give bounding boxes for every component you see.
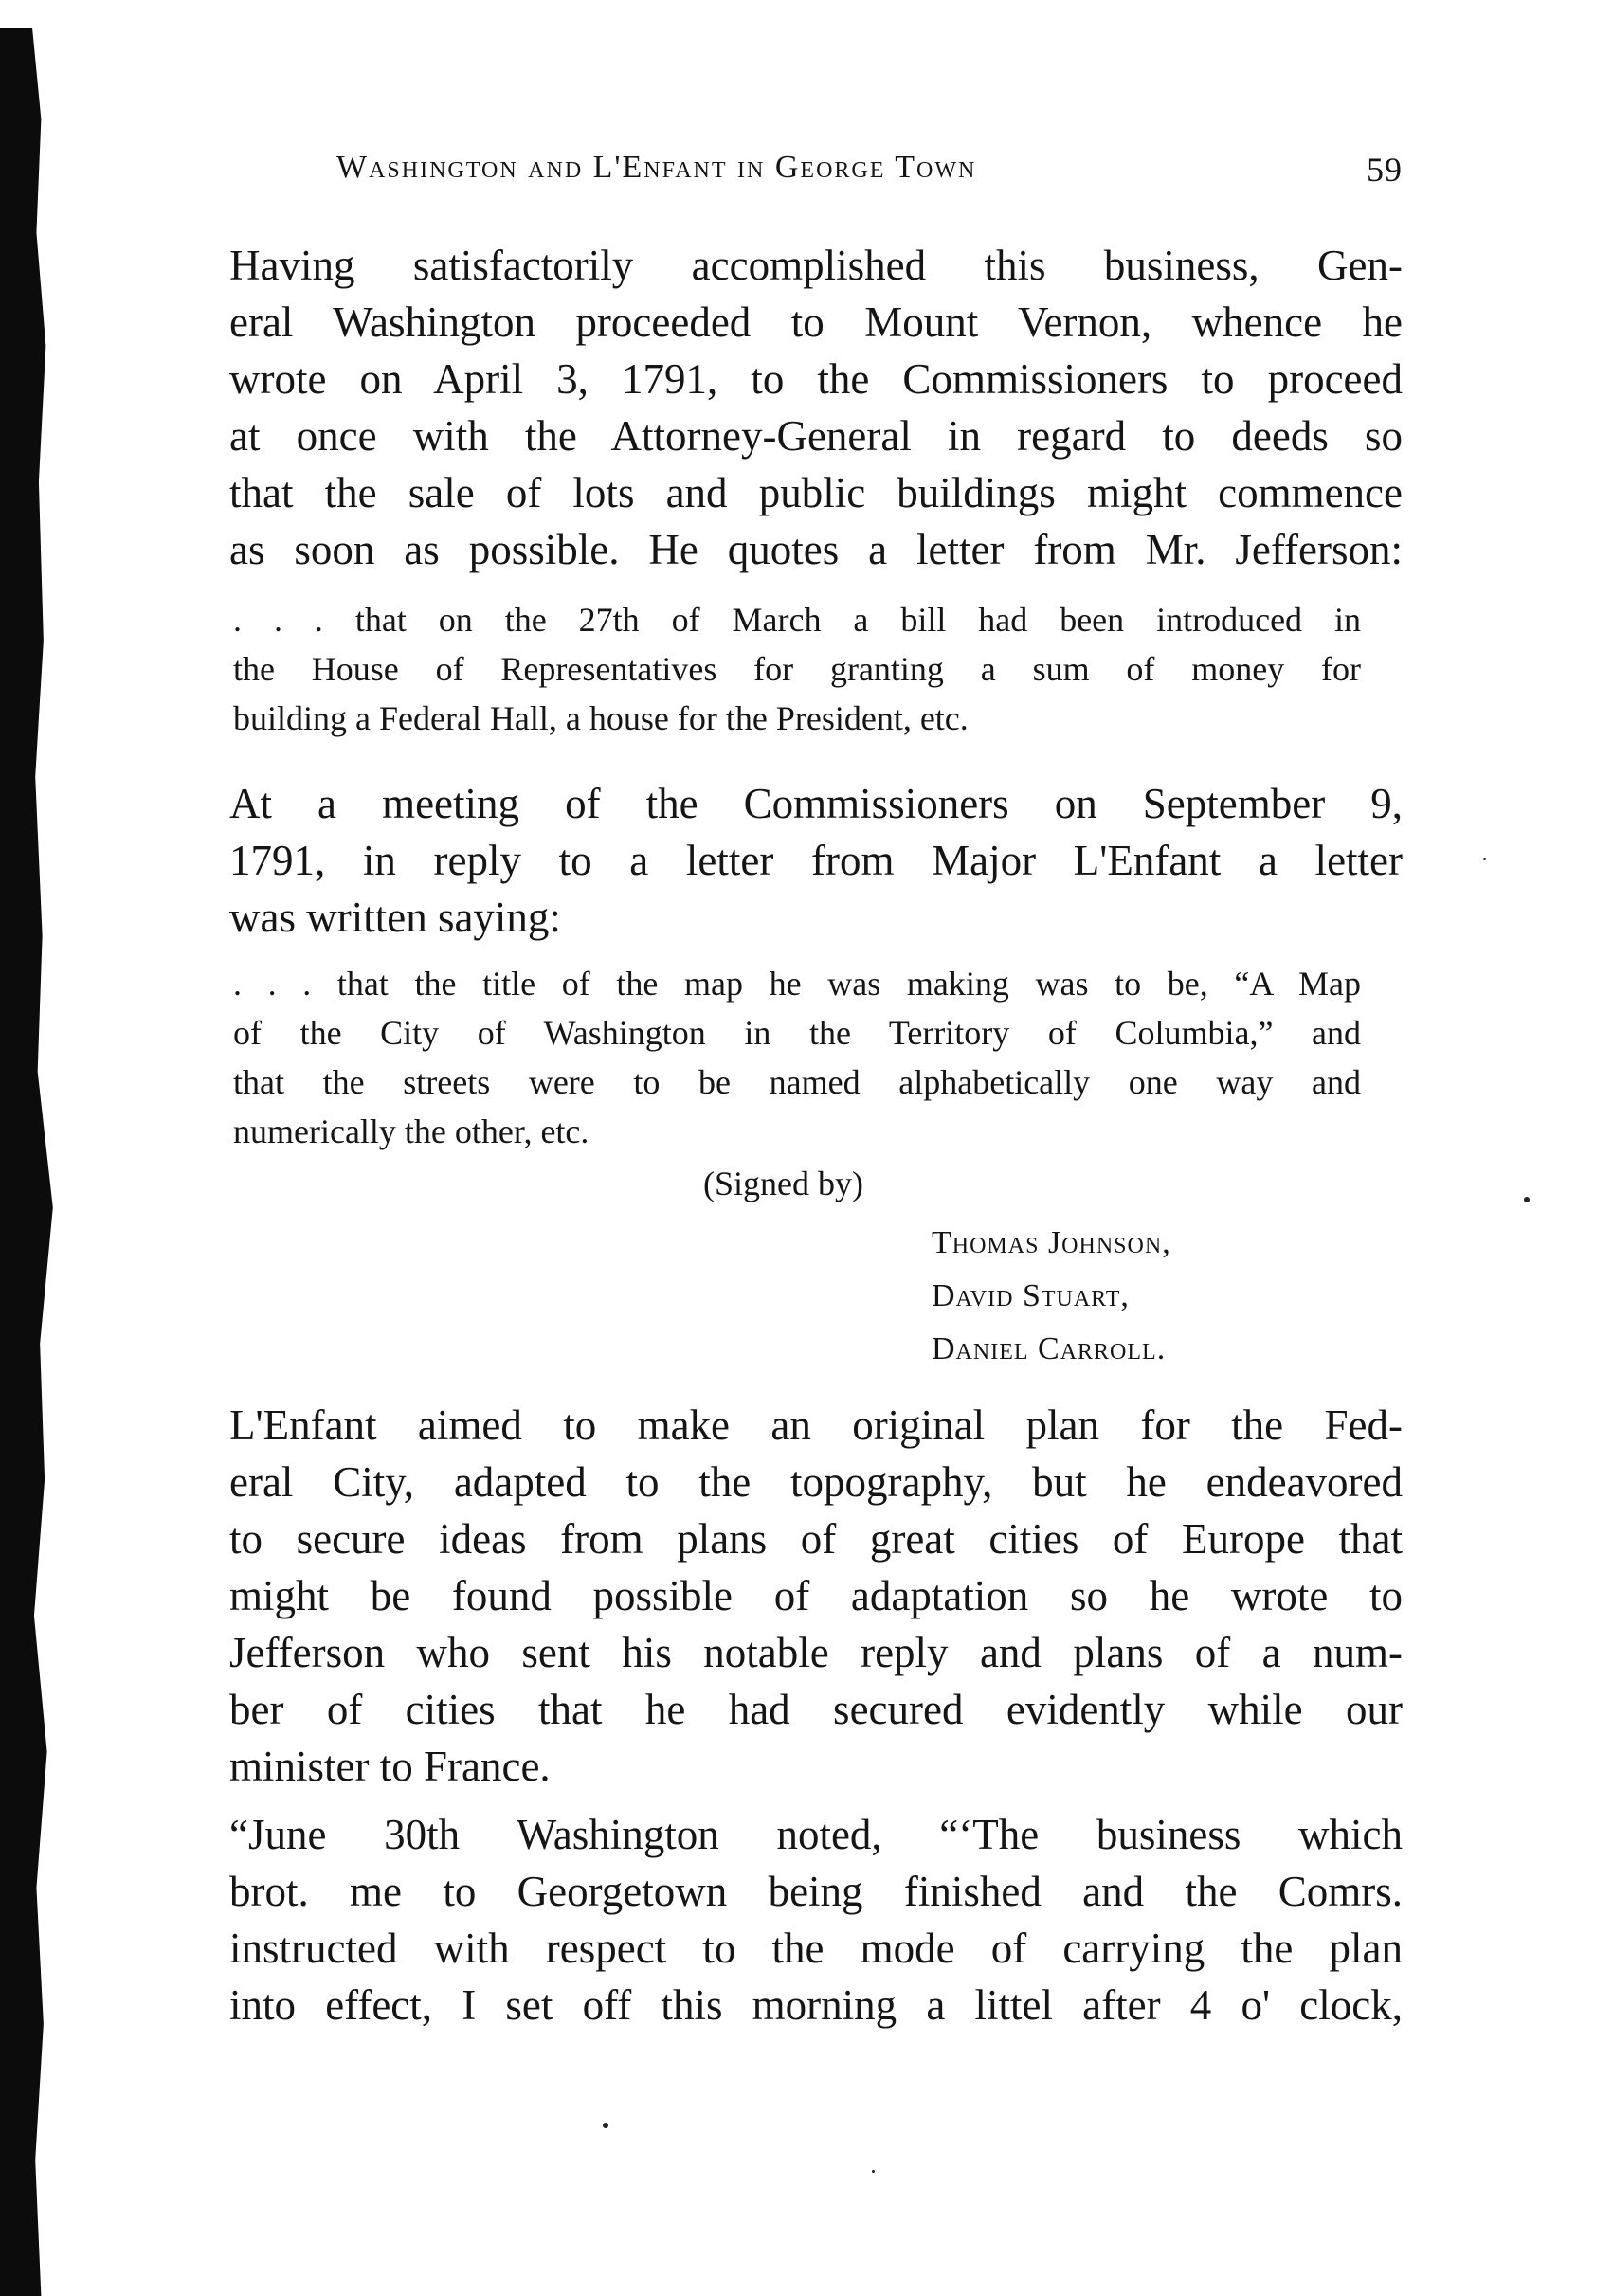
signed-by-label: (Signed by) <box>703 1165 863 1202</box>
page-number: 59 <box>1367 151 1403 189</box>
text-line: that the sale of lots and public buildings might commence <box>229 469 1403 516</box>
text-line: instructed with respect to the mode of carrying the plan <box>229 1925 1403 1972</box>
quote-line: the House of Representatives for granting a sum of money for <box>233 650 1361 688</box>
signatory-name: David Stuart, <box>932 1278 1130 1313</box>
quote-line: of the City of Washington in the Territory of Columbia,” and <box>233 1014 1361 1052</box>
text-line: into effect, I set off this morning a littel after 4 o' clock, <box>229 1981 1403 2029</box>
quote-line: . . . that on the 27th of March a bill had been introduced in <box>233 601 1361 639</box>
text-line: “June 30th Washington noted, “‘The business which <box>229 1811 1403 1858</box>
text-line: brot. me to Georgetown being finished and the Comrs. <box>229 1868 1403 1915</box>
scan-speck <box>603 2123 608 2128</box>
quote-line: numerically the other, etc. <box>233 1112 589 1150</box>
signatories <box>932 1217 1171 1376</box>
text-line: as soon as possible. He quotes a letter from Mr. Jefferson: <box>229 526 1403 573</box>
quote-line: . . . that the title of the map he was making was to be, “A Map <box>233 965 1361 1003</box>
signatory-name: Thomas Johnson, <box>932 1225 1171 1260</box>
binding-edge-shadow <box>0 28 59 2296</box>
block-quote-map-title <box>233 959 1361 1156</box>
text-line: eral Washington proceeded to Mount Vernon, whence he <box>229 298 1403 346</box>
text-line: was written saying: <box>229 894 561 941</box>
text-line: to secure ideas from plans of great cities of Europe that <box>229 1515 1403 1563</box>
text-line: L'Enfant aimed to make an original plan for the Fed- <box>229 1401 1403 1449</box>
paragraph-commissioners-meeting <box>229 775 1403 946</box>
quote-line: building a Federal Hall, a house for the President, etc. <box>233 699 969 737</box>
paragraph-june-30th <box>229 1806 1403 2034</box>
running-title: Washington and L'Enfant in George Town <box>336 150 977 185</box>
text-line: wrote on April 3, 1791, to the Commissioners to proceed <box>229 355 1403 403</box>
text-line: at once with the Attorney-General in regard to deeds so <box>229 412 1403 460</box>
paragraph-washington-mount-vernon <box>229 237 1403 578</box>
signatory-name: Daniel Carroll. <box>932 1331 1167 1366</box>
block-quote-jefferson <box>233 595 1361 743</box>
text-line: eral City, adapted to the topography, but he endeavored <box>229 1458 1403 1506</box>
text-line: Having satisfactorily accomplished this business, Gen- <box>229 242 1403 289</box>
scan-speck <box>1524 1197 1530 1202</box>
paragraph-lenfant-plan <box>229 1397 1403 1795</box>
quote-line: that the streets were to be named alphabetically one way and <box>233 1063 1361 1101</box>
text-line: ber of cities that he had secured evidently while our <box>229 1686 1403 1733</box>
text-line: At a meeting of the Commissioners on September 9, <box>229 780 1403 827</box>
scan-speck <box>872 2170 875 2173</box>
running-head <box>336 150 1403 197</box>
scan-speck <box>1483 858 1486 860</box>
text-line: 1791, in reply to a letter from Major L'Enfant a letter <box>229 837 1403 884</box>
text-line: might be found possible of adaptation so he wrote to <box>229 1572 1403 1619</box>
text-line: minister to France. <box>229 1743 551 1790</box>
text-line: Jefferson who sent his notable reply and plans of a num- <box>229 1629 1403 1676</box>
